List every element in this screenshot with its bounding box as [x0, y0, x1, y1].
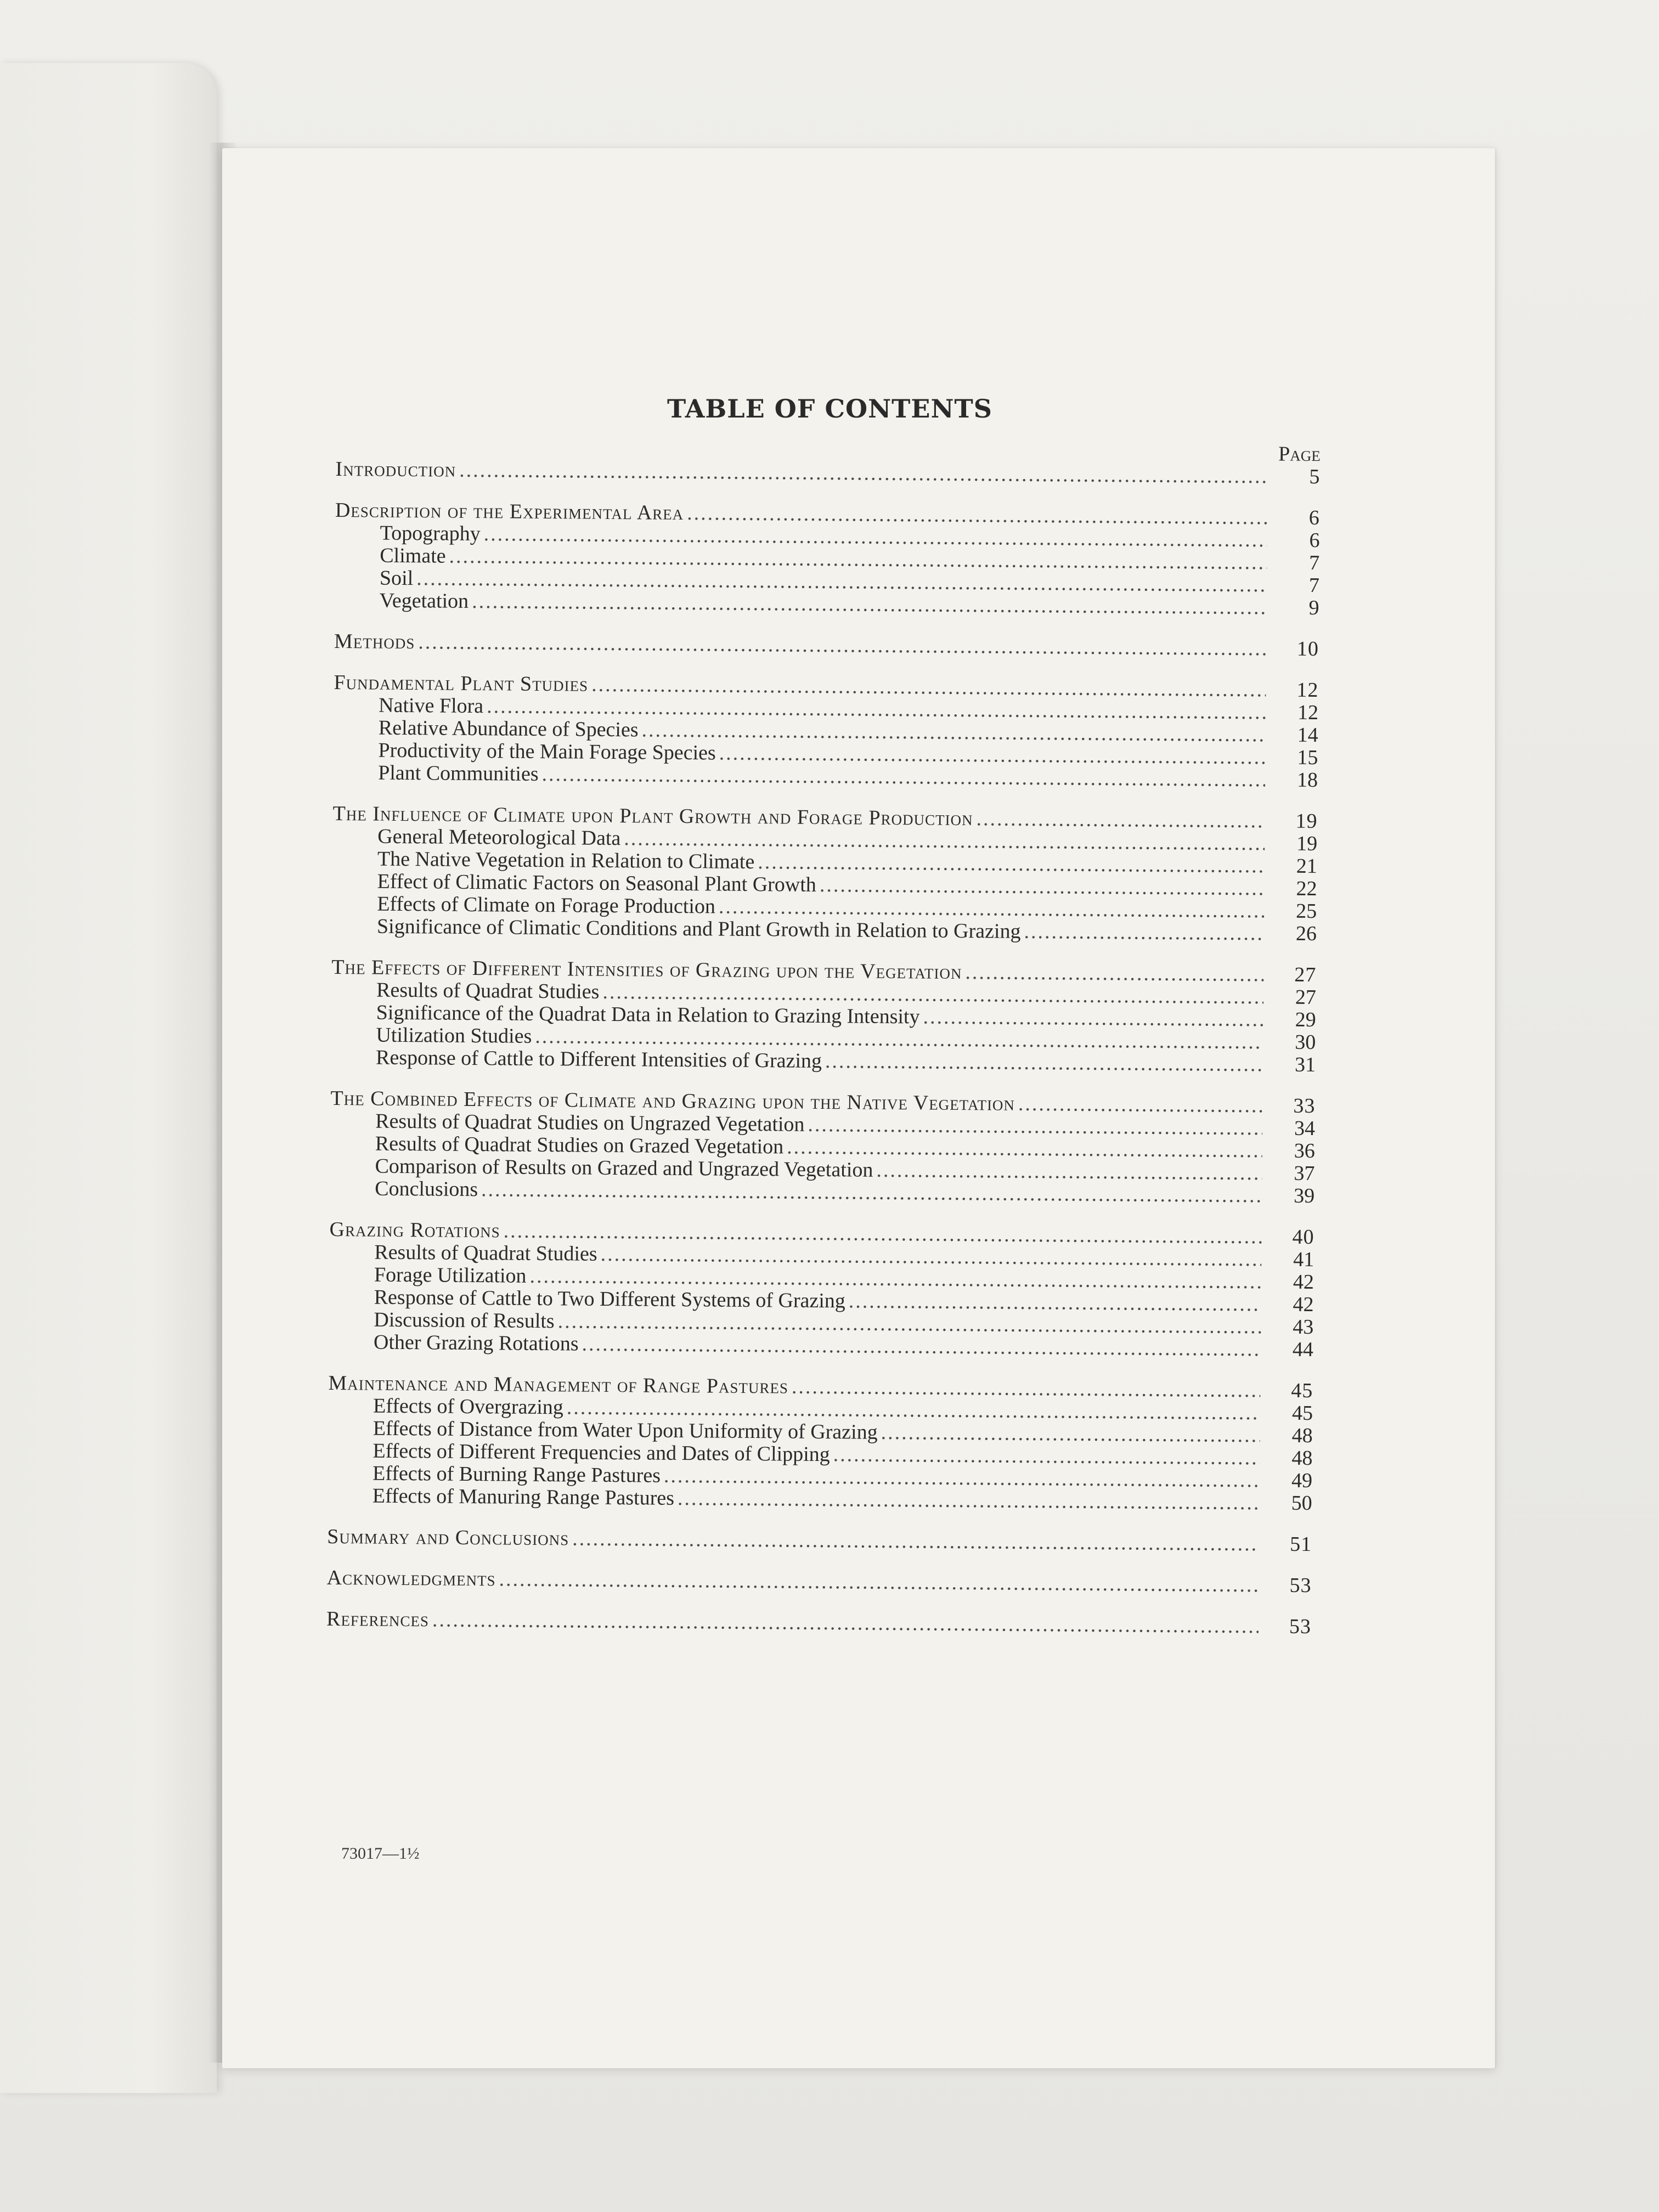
toc-subentry-label: Results of Quadrat Studies on Ungrazed Vegetation — [375, 1109, 805, 1136]
toc-page-number: 43 — [1293, 1315, 1314, 1339]
toc-page-number: 7 — [1308, 573, 1320, 597]
toc-subentry-label: Utilization Studies — [376, 1023, 532, 1048]
toc-subentry-label: Results of Quadrat Studies on Grazed Vegetation — [375, 1132, 784, 1159]
toc-page-number: 33 — [1293, 1094, 1316, 1118]
dot-leader — [499, 1568, 1259, 1596]
toc-subentry-label: Effects of Climate on Forage Production — [377, 892, 716, 918]
toc-subentry-label: The Native Vegetation in Relation to Climate — [377, 847, 755, 874]
toc-page-number: 15 — [1297, 746, 1318, 770]
toc-page-number: 12 — [1296, 678, 1319, 702]
dot-leader — [965, 961, 1263, 986]
toc-section — [330, 1087, 1316, 1207]
toc-section-title: Maintenance and Management of Range Pastures — [328, 1371, 789, 1398]
toc-section-title: Introduction — [335, 457, 456, 482]
toc-subentry-label: Other Grazing Rotations — [373, 1330, 579, 1356]
toc-section — [331, 956, 1317, 1076]
toc-section — [327, 1526, 1312, 1556]
toc-section — [326, 1608, 1311, 1638]
toc-page-number: 6 — [1308, 506, 1321, 530]
toc-page-number: 53 — [1289, 1573, 1312, 1598]
toc-page-number: 6 — [1309, 528, 1320, 552]
toc-subentry-label: Significance of Climatic Conditions and Plant Growth in Relation to Grazing — [376, 915, 1021, 943]
toc-section-title: The Combined Effects of Climate and Grazing upon the Native Vegetation — [330, 1086, 1015, 1115]
toc-subentry-label: Significance of the Quadrat Data in Relation to Grazing Intensity — [376, 1001, 920, 1029]
toc-section — [332, 803, 1318, 945]
dot-leader — [758, 851, 1265, 877]
toc-page-number: 48 — [1291, 1424, 1313, 1448]
toc-section-title: Description of the Experimental Area — [335, 498, 684, 524]
toc-subentry-label: General Meteorological Data — [377, 825, 621, 850]
toc-section-heading — [334, 630, 1319, 661]
toc-section-heading — [326, 1608, 1311, 1638]
toc-page-number: 14 — [1297, 723, 1318, 747]
toc-section-title: Grazing Rotations — [329, 1217, 500, 1243]
dot-leader — [881, 1421, 1260, 1447]
toc-page-number: 30 — [1295, 1030, 1316, 1054]
toc-subentry-label: Forage Utilization — [374, 1263, 527, 1288]
dot-leader — [678, 1487, 1260, 1514]
toc-page-number: 51 — [1290, 1532, 1312, 1556]
toc-title: TABLE OF CONTENTS — [667, 394, 992, 424]
toc-subentry-label: Native Flora — [378, 693, 484, 718]
toc-subentry-label: Response of Cattle to Different Intensities of Grazing — [375, 1046, 822, 1073]
toc-page-number: 5 — [1309, 465, 1321, 489]
toc-subentry-label: Effect of Climatic Factors on Seasonal Plant Growth — [377, 870, 817, 896]
toc-subentry-label: Effects of Distance from Water Upon Uniformity of Grazing — [373, 1417, 878, 1444]
toc-subentry-label: Effects of Manuring Range Pastures — [372, 1484, 675, 1510]
toc-page-number: 34 — [1294, 1116, 1316, 1141]
toc-subentry-label: Conclusions — [375, 1177, 478, 1201]
toc-page-number: 45 — [1291, 1379, 1313, 1403]
toc-page-number: 50 — [1291, 1491, 1312, 1515]
toc-page-number: 42 — [1293, 1270, 1314, 1294]
toc-page-number: 21 — [1296, 854, 1318, 878]
toc-subentry-label: Results of Quadrat Studies — [374, 1240, 597, 1266]
toc-page-number: 36 — [1294, 1139, 1315, 1163]
toc-page-number: 9 — [1308, 596, 1319, 620]
toc-subentry-label: Soil — [379, 566, 414, 590]
dot-leader — [1024, 921, 1264, 945]
toc-page-number: 19 — [1296, 832, 1318, 856]
toc-page-number: 22 — [1296, 877, 1317, 901]
dot-leader — [582, 1333, 1261, 1361]
dot-leader — [820, 874, 1265, 900]
toc-subentry-label: Effects of Different Frequencies and Dates of Clipping — [373, 1439, 830, 1466]
dot-leader — [418, 631, 1266, 660]
toc-page-number: 27 — [1294, 963, 1317, 987]
dot-leader — [432, 1609, 1259, 1638]
toc-page-number: 25 — [1296, 899, 1317, 923]
toc-page-number: 29 — [1295, 1008, 1316, 1032]
dot-leader — [572, 1527, 1259, 1555]
toc-page-number: 26 — [1295, 922, 1317, 946]
dot-leader — [1018, 1093, 1263, 1117]
toc-section — [328, 1372, 1313, 1515]
toc-section-title: Acknowledgments — [326, 1566, 496, 1591]
toc-page-number: 42 — [1293, 1293, 1314, 1317]
toc-page-number: 7 — [1309, 551, 1320, 575]
dot-leader — [808, 1114, 1262, 1140]
toc-section-title: Fundamental Plant Studies — [334, 670, 589, 696]
toc-section-title: The Effects of Different Intensities of Grazing upon the Vegetation — [331, 955, 962, 984]
toc-section-title: The Influence of Climate upon Plant Growth and Forage Production — [332, 802, 973, 831]
page-column-label: Page — [1278, 442, 1321, 466]
dot-leader — [825, 1050, 1263, 1076]
toc-page-number: 49 — [1291, 1469, 1313, 1493]
table-of-contents — [326, 436, 1321, 1657]
toc-section-title: Summary and Conclusions — [327, 1525, 569, 1550]
toc-page-number: 10 — [1296, 637, 1319, 661]
toc-page-number: 12 — [1297, 701, 1319, 725]
print-code: 73017—1½ — [341, 1844, 420, 1863]
toc-section-heading — [326, 1567, 1311, 1597]
toc-page-number: 27 — [1295, 985, 1317, 1009]
toc-section — [334, 499, 1320, 619]
dot-leader — [876, 1159, 1262, 1185]
toc-page-number: 53 — [1289, 1615, 1312, 1639]
toc-section — [333, 672, 1319, 792]
toc-subentry-label: Results of Quadrat Studies — [376, 978, 600, 1003]
toc-section — [329, 1218, 1314, 1361]
toc-section — [334, 630, 1319, 661]
toc-subentry-label: Productivity of the Main Forage Species — [378, 738, 716, 765]
toc-page-number: 37 — [1294, 1161, 1315, 1186]
toc-sections — [326, 458, 1321, 1638]
toc-page-number: 39 — [1294, 1184, 1315, 1208]
toc-subentry-label: Relative Abundance of Species — [378, 716, 639, 742]
toc-page-number: 48 — [1291, 1446, 1313, 1470]
toc-subentry-label: Discussion of Results — [374, 1308, 555, 1333]
toc-subentry-label: Climate — [380, 544, 446, 568]
dot-leader — [792, 1376, 1261, 1402]
dot-leader — [459, 459, 1268, 488]
toc-subentry-label: Vegetation — [379, 589, 469, 613]
dot-leader — [833, 1443, 1260, 1469]
toc-section — [326, 1567, 1311, 1597]
toc-page-number: 41 — [1293, 1248, 1314, 1272]
toc-subentry-label: Topography — [380, 521, 481, 546]
dot-leader — [976, 808, 1265, 832]
toc-page-number: 45 — [1291, 1401, 1313, 1425]
dot-leader — [849, 1290, 1261, 1316]
toc-section-heading — [327, 1526, 1312, 1556]
toc-subentry-label: Response of Cattle to Two Different Systems of Grazing — [374, 1285, 846, 1313]
toc-subentry-label: Effects of Overgrazing — [373, 1394, 564, 1419]
toc-section-title: Methods — [334, 629, 415, 654]
toc-subentry-label: Effects of Burning Range Pastures — [372, 1462, 661, 1487]
dot-leader — [923, 1006, 1263, 1031]
toc-subentry-label: Plant Communities — [378, 761, 539, 786]
left-page-edge — [0, 63, 217, 2093]
toc-page-number: 19 — [1295, 809, 1318, 833]
toc-section-title: References — [326, 1607, 430, 1632]
toc-subentry-label: Comparison of Results on Grazed and Ungrazed Vegetation — [375, 1154, 873, 1182]
toc-page-number: 18 — [1296, 768, 1318, 792]
toc-page-number: 44 — [1292, 1338, 1314, 1362]
toc-page-number: 40 — [1292, 1225, 1314, 1249]
toc-page-number: 31 — [1294, 1053, 1316, 1077]
